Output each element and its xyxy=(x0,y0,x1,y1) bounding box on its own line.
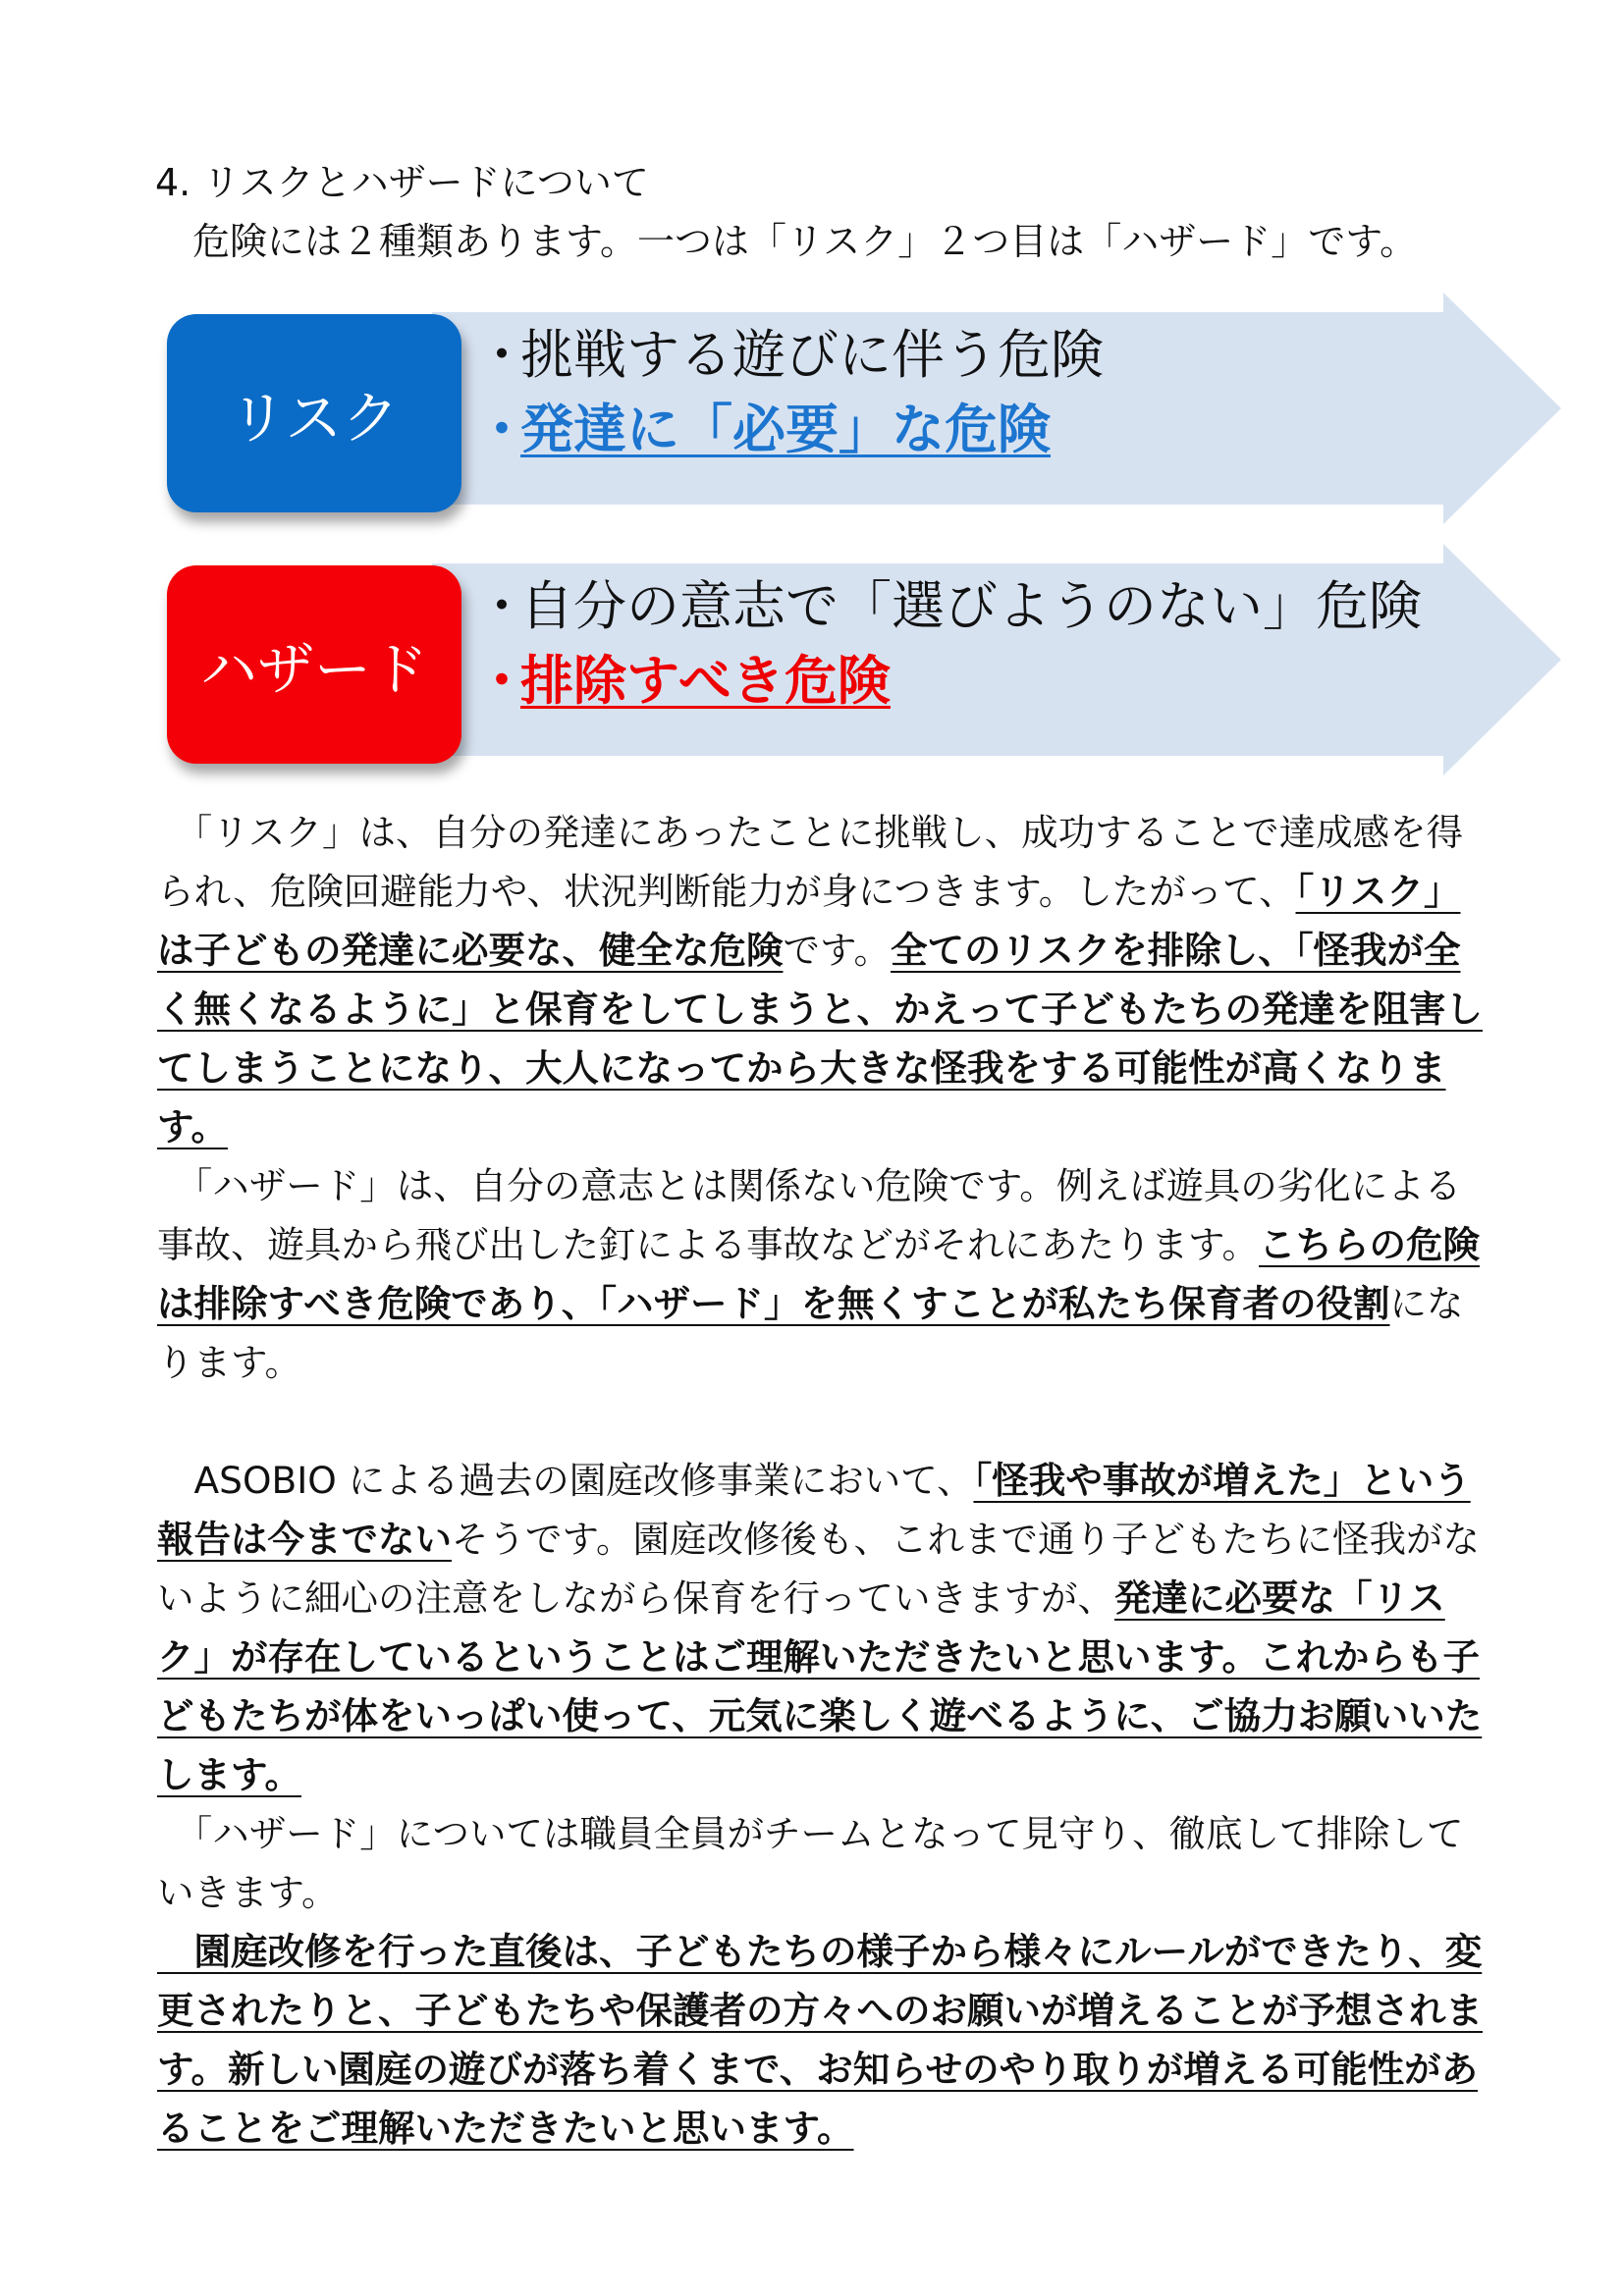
bullet-mark: ・ xyxy=(475,324,528,386)
bullet-mark: ・ xyxy=(475,399,528,460)
paragraph-asobio-intro: ASOBIO による過去の園庭改修事業において、 xyxy=(157,1459,974,1502)
hazard-bullet-2 xyxy=(475,646,891,717)
risk-bullet-1-text: 挑戦する遊びに伴う危険 xyxy=(520,324,1104,386)
hazard-badge: ハザード xyxy=(167,565,461,764)
paragraph-risk-emphasis: 「リスク」は子どもの発達に必要な、健全な危険 xyxy=(157,870,1461,972)
paragraph-asobio-middle: そうです。園庭改修後も、これまで通り子どもたちに怪我がないように細心の注意をしながら保育を行っていきますが、 xyxy=(157,1518,1480,1620)
paragraph-renovation-text: 園庭改修を行った直後は、子どもたちの様子から様々にルールができたり、変更されたりと、子どもたちや保護者の方々へのお願いが増えることが予想されます。新しい園庭の遊びが落ち着くまで、お知らせのやり取りが増える可能性があることをご理解いただきたいと思います。 xyxy=(157,1930,1483,2150)
paragraph-asobio xyxy=(157,1451,1492,1804)
hazard-bullet-1 xyxy=(475,571,1422,642)
paragraph-hazard-emphasis: こちらの危険は排除すべき危険であり、「ハザード」を無くすことが私たち保育者の役割 xyxy=(157,1223,1480,1325)
paragraph-gap xyxy=(157,1392,1492,1451)
paragraph-renovation xyxy=(157,1922,1492,2158)
paragraph-hazard-intro: 「ハザード」は、自分の意志とは関係ない危険です。例えば遊具の劣化による事故、遊具から飛び出した釘による事故などがそれにあたります。 xyxy=(157,1164,1462,1266)
bullet-mark: ・ xyxy=(475,650,528,712)
paragraph-asobio-report: 「怪我や事故が増えた」という報告は今までない xyxy=(157,1459,1471,1561)
paragraph-hazard-staff-text: 「ハザード」については職員全員がチームとなって見守り、徹底して排除していきます。 xyxy=(157,1812,1464,1914)
paragraph-risk-connector: です。 xyxy=(783,929,891,972)
section-heading: 4. リスクとハザードについて xyxy=(155,161,649,204)
paragraph-hazard-staff xyxy=(157,1804,1492,1922)
body-text xyxy=(157,803,1492,2158)
paragraph-risk xyxy=(157,803,1492,1156)
risk-bullet-2-text: 発達に「必要」な危険 xyxy=(520,399,1051,460)
hazard-bullet-2-text: 排除すべき危険 xyxy=(520,650,891,712)
paragraph-risk-intro: 「リスク」は、自分の発達にあったことに挑戦し、成功することで達成感を得られ、危険回避能力や、状況判断能力が身につきます。したがって、 xyxy=(157,811,1464,913)
paragraph-hazard-end: になります。 xyxy=(157,1282,1464,1384)
bullet-mark: ・ xyxy=(475,575,528,637)
paragraph-risk-warning: 全てのリスクを排除し、「怪我が全く無くなるように」と保育をしてしまうと、かえって子どもたちの発達を阻害してしまうことになり、大人になってから大きな怪我をする可能性が高くなります。 xyxy=(157,929,1483,1148)
section-intro: 危険には２種類あります。一つは「リスク」２つ目は「ハザード」です。 xyxy=(192,220,1418,263)
hazard-bullet-1-text: 自分の意志で「選びようのない」危険 xyxy=(520,575,1422,637)
paragraph-hazard xyxy=(157,1156,1492,1392)
paragraph-asobio-request: 発達に必要な「リスク」が存在しているということはご理解いただきたいと思います。これからも子どもたちが体をいっぱい使って、元気に楽しく遊べるように、ご協力お願いいたします。 xyxy=(157,1576,1483,1796)
risk-badge: リスク xyxy=(167,314,461,512)
risk-bullet-1 xyxy=(475,320,1104,391)
risk-bullet-2 xyxy=(475,395,1051,465)
